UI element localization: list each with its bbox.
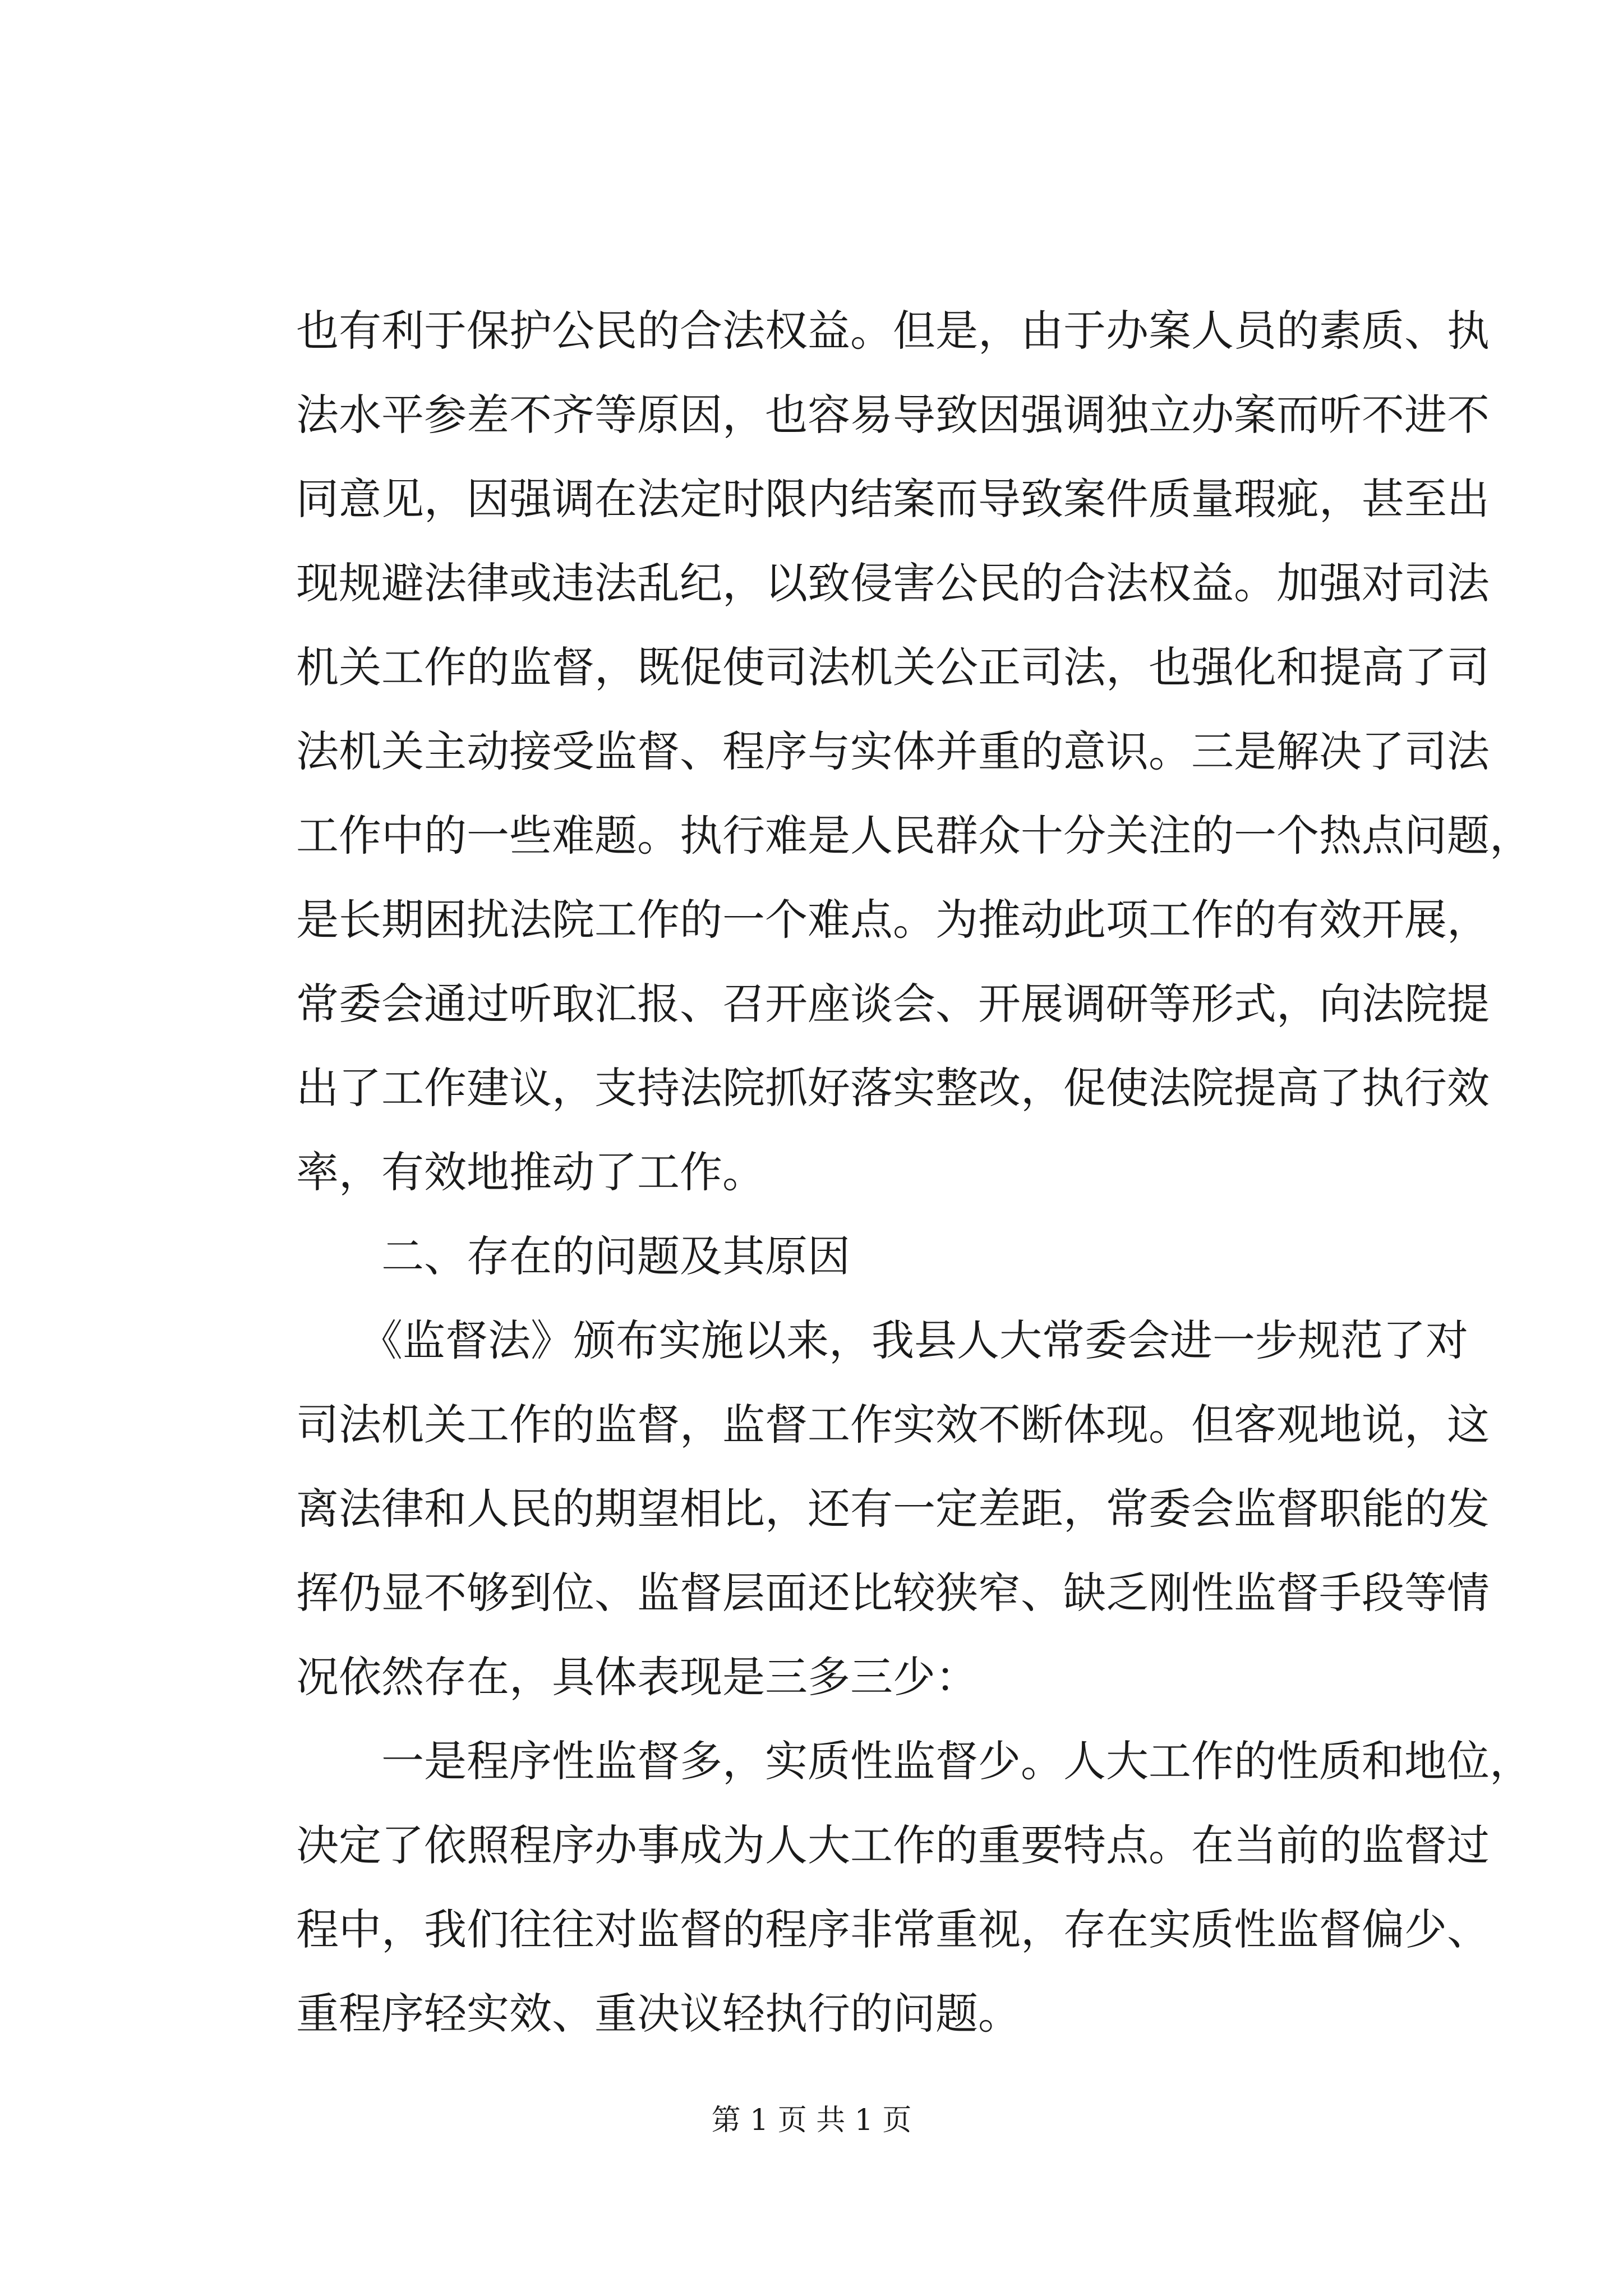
text-line: 法水平参差不齐等原因，也容易导致因强调独立办案而听不进不: [296, 390, 1490, 440]
text-line: 离法律和人民的期望相比，还有一定差距，常委会监督职能的发: [296, 1484, 1490, 1534]
text-line: 法机关主动接受监督、程序与实体并重的意识。三是解决了司法: [296, 726, 1490, 776]
text-line: 同意见，因强调在法定时限内结案而导致案件质量瑕疵，甚至出: [296, 474, 1490, 524]
text-line: 现规避法律或违法乱纪，以致侵害公民的合法权益。加强对司法: [296, 558, 1490, 608]
text-line: 司法机关工作的监督，监督工作实效不断体现。但客观地说，这: [296, 1400, 1490, 1450]
text-line: 率，有效地推动了工作。: [296, 1147, 765, 1197]
text-line: 是长期困扰法院工作的一个难点。为推动此项工作的有效开展，: [296, 895, 1490, 945]
text-line: 机关工作的监督，既促使司法机关公正司法，也强化和提高了司: [296, 642, 1490, 692]
text-line: 一是程序性监督多，实质性监督少。人大工作的性质和地位，: [296, 1736, 1532, 1786]
text-line: 出了工作建议，支持法院抓好落实整改，促使法院提高了执行效: [296, 1063, 1490, 1113]
text-line: 也有利于保护公民的合法权益。但是，由于办案人员的素质、执: [296, 306, 1490, 356]
text-line: 况依然存在，具体表现是三多三少：: [296, 1652, 978, 1702]
text-line: 决定了依照程序办事成为人大工作的重要特点。在当前的监督过: [296, 1820, 1490, 1870]
text-line: 《监督法》颁布实施以来，我县人大常委会进一步规范了对: [296, 1315, 1468, 1365]
text-line: 程中，我们往往对监督的程序非常重视，存在实质性监督偏少、: [296, 1904, 1490, 1954]
text-line: 工作中的一些难题。执行难是人民群众十分关注的一个热点问题，: [296, 811, 1532, 861]
section-heading: 二、存在的问题及其原因: [296, 1231, 850, 1281]
text-line: 挥仍显不够到位、监督层面还比较狭窄、缺乏刚性监督手段等情: [296, 1568, 1490, 1618]
page-footer: 第 1 页 共 1 页: [711, 2104, 912, 2137]
text-line: 常委会通过听取汇报、召开座谈会、开展调研等形式，向法院提: [296, 979, 1490, 1029]
text-line: 重程序轻实效、重决议轻执行的问题。: [296, 1989, 1021, 2039]
